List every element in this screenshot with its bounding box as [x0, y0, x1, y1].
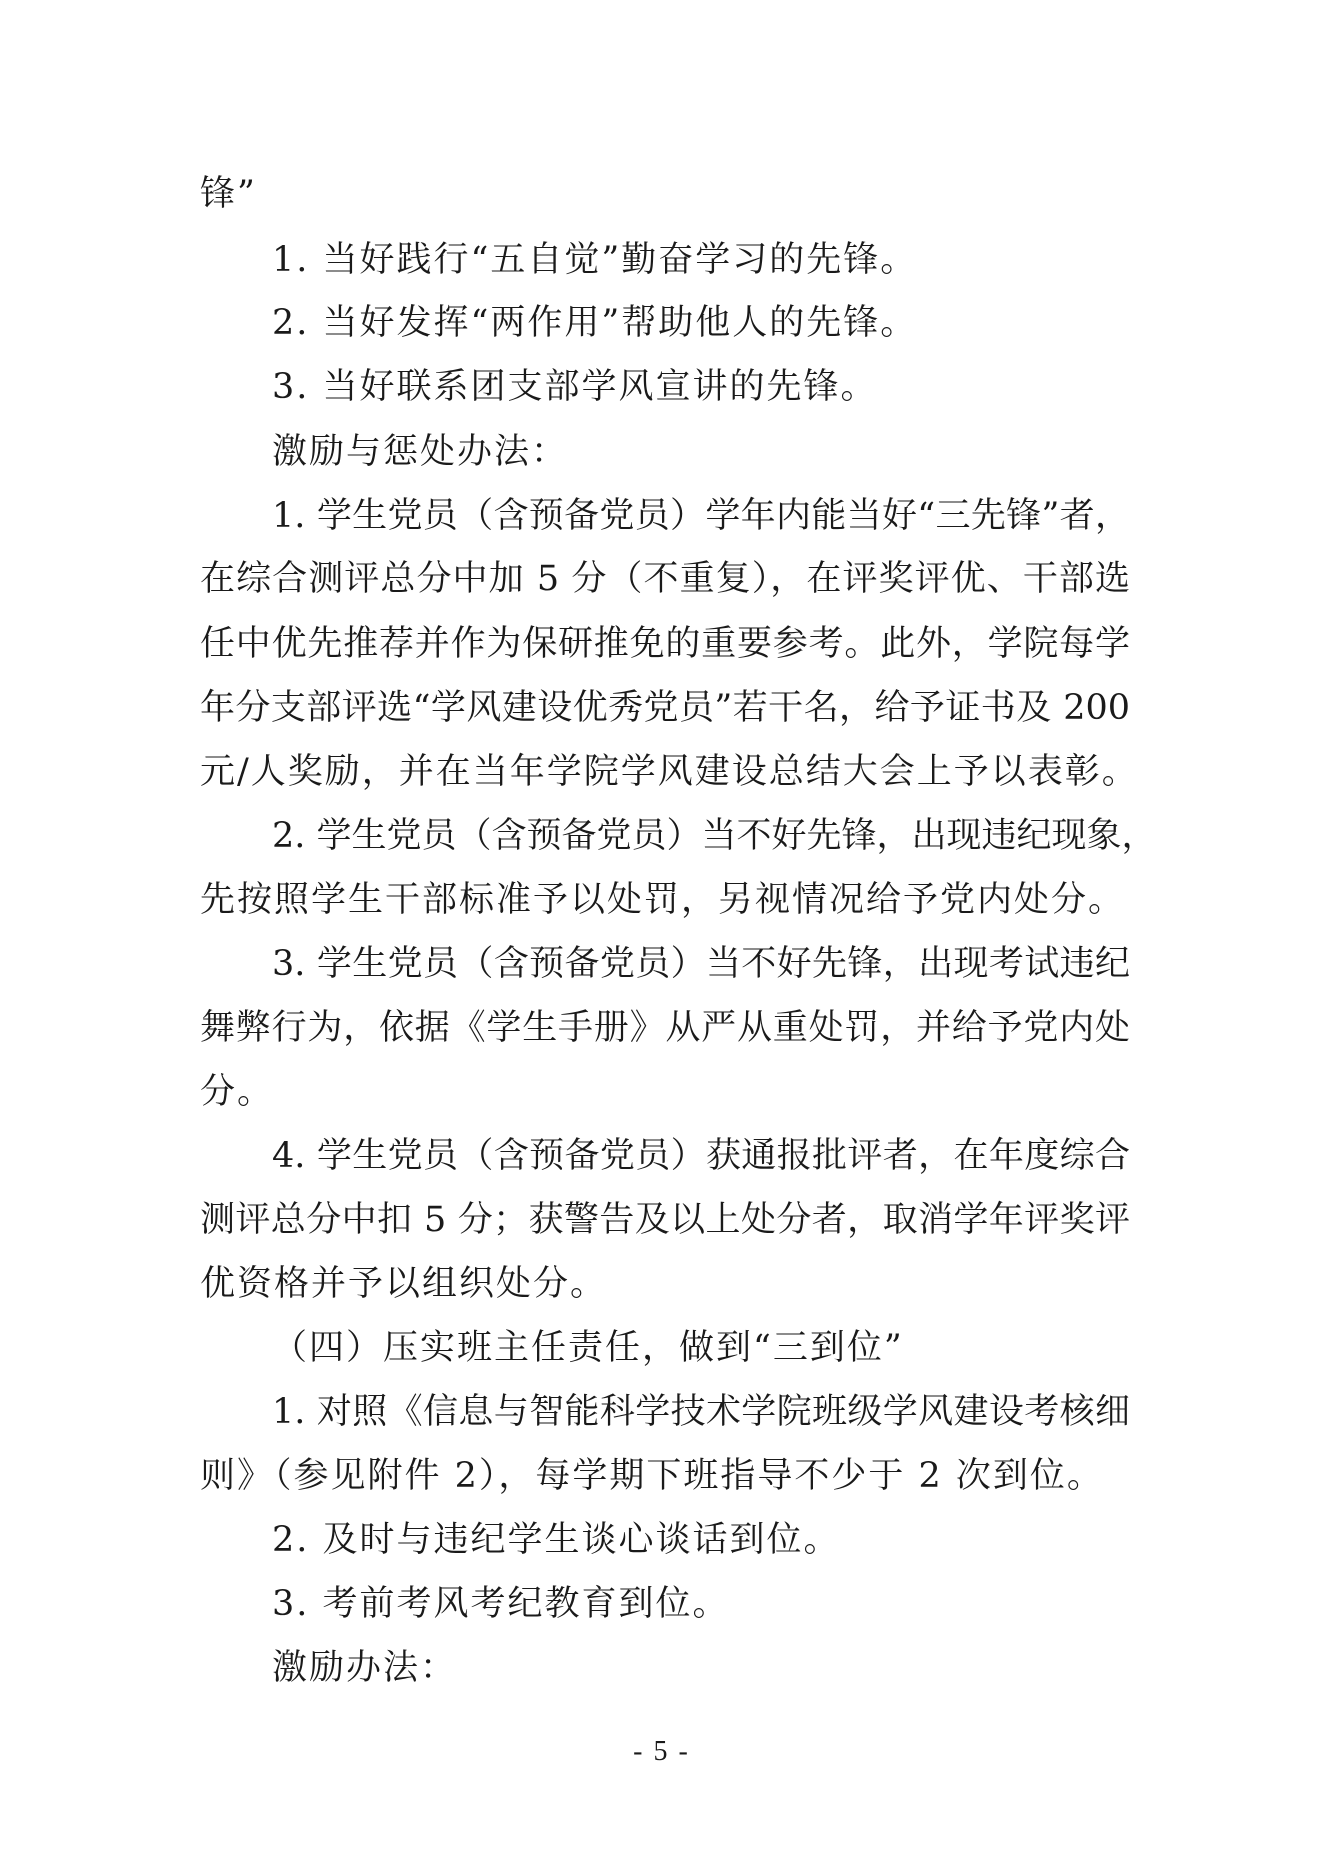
text-line: 先按照学生干部标准予以处罚，另视情况给予党内处分。 — [200, 880, 1126, 920]
text-line: 3. 学生党员（含预备党员）当不好先锋，出现考试违纪 — [272, 944, 1130, 984]
page-number: - 5 - — [633, 1736, 690, 1767]
text-line: 年分支部评选“学风建设优秀党员”若干名，给予证书及 200 — [200, 688, 1130, 728]
text-line: 分。 — [200, 1072, 275, 1112]
text-line: 激励与惩处办法： — [272, 432, 569, 472]
text-line: 锋” — [200, 174, 257, 214]
text-line: 1. 对照《信息与智能科学技术学院班级学风建设考核细 — [272, 1392, 1130, 1432]
text-line: 3. 考前考风考纪教育到位。 — [272, 1584, 730, 1624]
section-heading: （四）压实班主任责任，做到“三到位” — [272, 1328, 904, 1368]
text-line: 3. 当好联系团支部学风宣讲的先锋。 — [272, 367, 878, 407]
text-line: 元/人奖励，并在当年学院学风建设总结大会上予以表彰。 — [200, 752, 1139, 792]
text-line: 1. 当好践行“五自觉”勤奋学习的先锋。 — [272, 240, 918, 280]
text-line: 激励办法： — [272, 1648, 458, 1688]
text-line: 1. 学生党员（含预备党员）学年内能当好“三先锋”者， — [272, 496, 1130, 536]
text-line: 优资格并予以组织处分。 — [200, 1264, 608, 1304]
text-line: 测评总分中扣 5 分；获警告及以上处分者，取消学年评奖评 — [200, 1200, 1130, 1240]
text-line: 在综合测评总分中加 5 分（不重复），在评奖评优、干部选 — [200, 559, 1130, 599]
text-line: 2. 学生党员（含预备党员）当不好先锋，出现违纪现象， — [272, 816, 1157, 856]
text-line: 4. 学生党员（含预备党员）获通报批评者，在年度综合 — [272, 1136, 1130, 1176]
text-line: 舞弊行为，依据《学生手册》从严从重处罚，并给予党内处 — [200, 1008, 1130, 1048]
text-line: 任中优先推荐并作为保研推免的重要参考。此外，学院每学 — [200, 624, 1130, 664]
text-line: 则》（参见附件 2），每学期下班指导不少于 2 次到位。 — [200, 1456, 1104, 1496]
text-line: 2. 当好发挥“两作用”帮助他人的先锋。 — [272, 303, 918, 343]
text-line: 2. 及时与违纪学生谈心谈话到位。 — [272, 1520, 841, 1560]
